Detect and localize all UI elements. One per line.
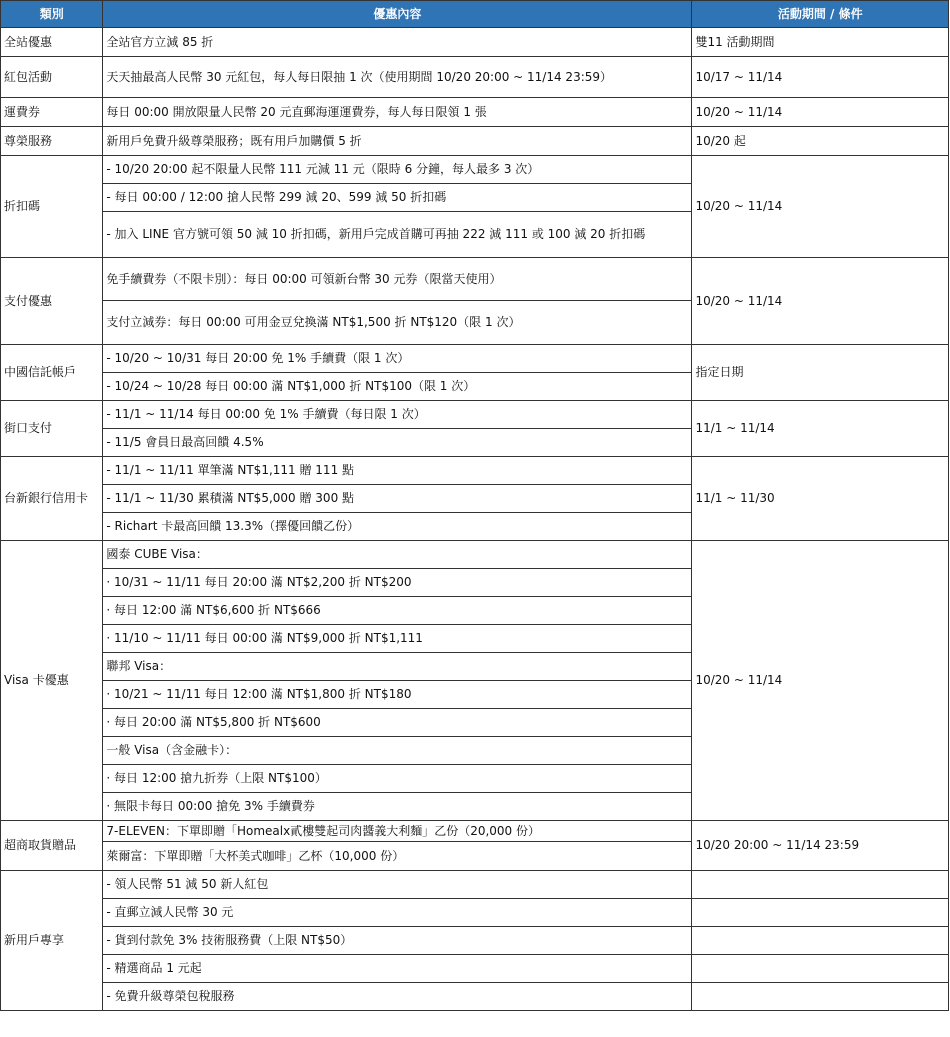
- table-row: [1, 127, 949, 156]
- header-content: 優惠內容: [103, 1, 692, 28]
- content-cell: · 10/21 ~ 11/11 每日 12:00 滿 NT$1,800 折 NT$180: [103, 681, 692, 709]
- content-cell: · 11/10 ~ 11/11 每日 00:00 滿 NT$9,000 折 NT$1,111: [103, 625, 692, 653]
- content-cell: 支付立減券：每日 00:00 可用金豆兌換滿 NT$1,500 折 NT$120（限 1 次）: [103, 301, 692, 345]
- period-cell: 10/17 ~ 11/14: [692, 57, 949, 98]
- content-cell: · 10/31 ~ 11/11 每日 20:00 滿 NT$2,200 折 NT$200: [103, 569, 692, 597]
- table-row: [1, 156, 949, 184]
- category-cell: 台新銀行信用卡: [1, 457, 103, 541]
- category-cell: 中國信託帳戶: [1, 345, 103, 401]
- content-cell: 萊爾富：下單即贈「大杯美式咖啡」乙杯（10,000 份）: [103, 842, 692, 871]
- content-cell: 每日 00:00 開放限量人民幣 20 元直郵海運運費券，每人每日限領 1 張: [103, 98, 692, 127]
- content-cell: 新用戶免費升級尊榮服務；既有用戶加購價 5 折: [103, 127, 692, 156]
- content-cell: - 每日 00:00 / 12:00 搶人民幣 299 減 20、599 減 50 折扣碼: [103, 184, 692, 212]
- content-cell: - 11/1 ~ 11/11 單筆滿 NT$1,111 贈 111 點: [103, 457, 692, 485]
- content-cell: - 精選商品 1 元起: [103, 955, 692, 983]
- table-row: [1, 899, 949, 927]
- content-cell: - 貨到付款免 3% 技術服務費（上限 NT$50）: [103, 927, 692, 955]
- category-cell: 街口支付: [1, 401, 103, 457]
- content-cell: - 11/1 ~ 11/30 累積滿 NT$5,000 贈 300 點: [103, 485, 692, 513]
- content-cell: 聯邦 Visa：: [103, 653, 692, 681]
- table-row: [1, 28, 949, 57]
- table-row: [1, 983, 949, 1011]
- category-cell: 運費券: [1, 98, 103, 127]
- table-header-row: [1, 1, 949, 28]
- period-cell: 指定日期: [692, 345, 949, 401]
- period-cell: [692, 955, 949, 983]
- period-cell: 10/20 ~ 11/14: [692, 156, 949, 258]
- table-row: [1, 871, 949, 899]
- table-row: [1, 457, 949, 485]
- content-cell: 國泰 CUBE Visa：: [103, 541, 692, 569]
- category-cell: 新用戶專享: [1, 871, 103, 1011]
- period-cell: [692, 871, 949, 899]
- table-row: [1, 258, 949, 301]
- period-cell: 11/1 ~ 11/14: [692, 401, 949, 457]
- content-cell: 全站官方立減 85 折: [103, 28, 692, 57]
- content-cell: · 每日 20:00 滿 NT$5,800 折 NT$600: [103, 709, 692, 737]
- category-cell: 尊榮服務: [1, 127, 103, 156]
- period-cell: [692, 983, 949, 1011]
- period-cell: 10/20 ~ 11/14: [692, 98, 949, 127]
- category-cell: 支付優惠: [1, 258, 103, 345]
- category-cell: 紅包活動: [1, 57, 103, 98]
- category-cell: 全站優惠: [1, 28, 103, 57]
- category-cell: 折扣碼: [1, 156, 103, 258]
- content-cell: - 11/1 ~ 11/14 每日 00:00 免 1% 手續費（每日限 1 次）: [103, 401, 692, 429]
- period-cell: 10/20 20:00 ~ 11/14 23:59: [692, 821, 949, 871]
- table-row: [1, 927, 949, 955]
- content-cell: - 11/5 會員日最高回饋 4.5%: [103, 429, 692, 457]
- content-cell: · 每日 12:00 滿 NT$6,600 折 NT$666: [103, 597, 692, 625]
- content-cell: - 加入 LINE 官方號可領 50 減 10 折扣碼，新用戶完成首購可再抽 222 減 111 或 100 減 20 折扣碼: [103, 212, 692, 258]
- table-row: [1, 955, 949, 983]
- period-cell: 10/20 ~ 11/14: [692, 258, 949, 345]
- category-cell: Visa 卡優惠: [1, 541, 103, 821]
- content-cell: - 10/20 ~ 10/31 每日 20:00 免 1% 手續費（限 1 次）: [103, 345, 692, 373]
- content-cell: 7-ELEVEN：下單即贈「Homealx貳樓雙起司肉醬義大利麵」乙份（20,000 份）: [103, 821, 692, 842]
- header-period: 活動期間 / 條件: [692, 1, 949, 28]
- period-cell: 10/20 起: [692, 127, 949, 156]
- content-cell: 一般 Visa（含金融卡）：: [103, 737, 692, 765]
- period-cell: 11/1 ~ 11/30: [692, 457, 949, 541]
- table-row: [1, 821, 949, 842]
- category-cell: 超商取貨贈品: [1, 821, 103, 871]
- period-cell: 雙11 活動期間: [692, 28, 949, 57]
- content-cell: 天天抽最高人民幣 30 元紅包，每人每日限抽 1 次（使用期間 10/20 20:00 ~ 11/14 23:59）: [103, 57, 692, 98]
- content-cell: · 每日 12:00 搶九折券（上限 NT$100）: [103, 765, 692, 793]
- content-cell: 免手續費券（不限卡別）：每日 00:00 可領新台幣 30 元券（限當天使用）: [103, 258, 692, 301]
- table-row: [1, 541, 949, 569]
- header-category: 類別: [1, 1, 103, 28]
- period-cell: [692, 927, 949, 955]
- content-cell: - 免費升級尊榮包稅服務: [103, 983, 692, 1011]
- table-row: [1, 345, 949, 373]
- content-cell: - 直郵立減人民幣 30 元: [103, 899, 692, 927]
- content-cell: · 無限卡每日 00:00 搶免 3% 手續費券: [103, 793, 692, 821]
- content-cell: - 領人民幣 51 減 50 新人紅包: [103, 871, 692, 899]
- period-cell: 10/20 ~ 11/14: [692, 541, 949, 821]
- content-cell: - 10/24 ~ 10/28 每日 00:00 滿 NT$1,000 折 NT$100（限 1 次）: [103, 373, 692, 401]
- table-row: [1, 98, 949, 127]
- table-row: [1, 401, 949, 429]
- table-row: [1, 57, 949, 98]
- period-cell: [692, 899, 949, 927]
- content-cell: - Richart 卡最高回饋 13.3%（擇優回饋乙份）: [103, 513, 692, 541]
- content-cell: - 10/20 20:00 起不限量人民幣 111 元減 11 元（限時 6 分鐘，每人最多 3 次）: [103, 156, 692, 184]
